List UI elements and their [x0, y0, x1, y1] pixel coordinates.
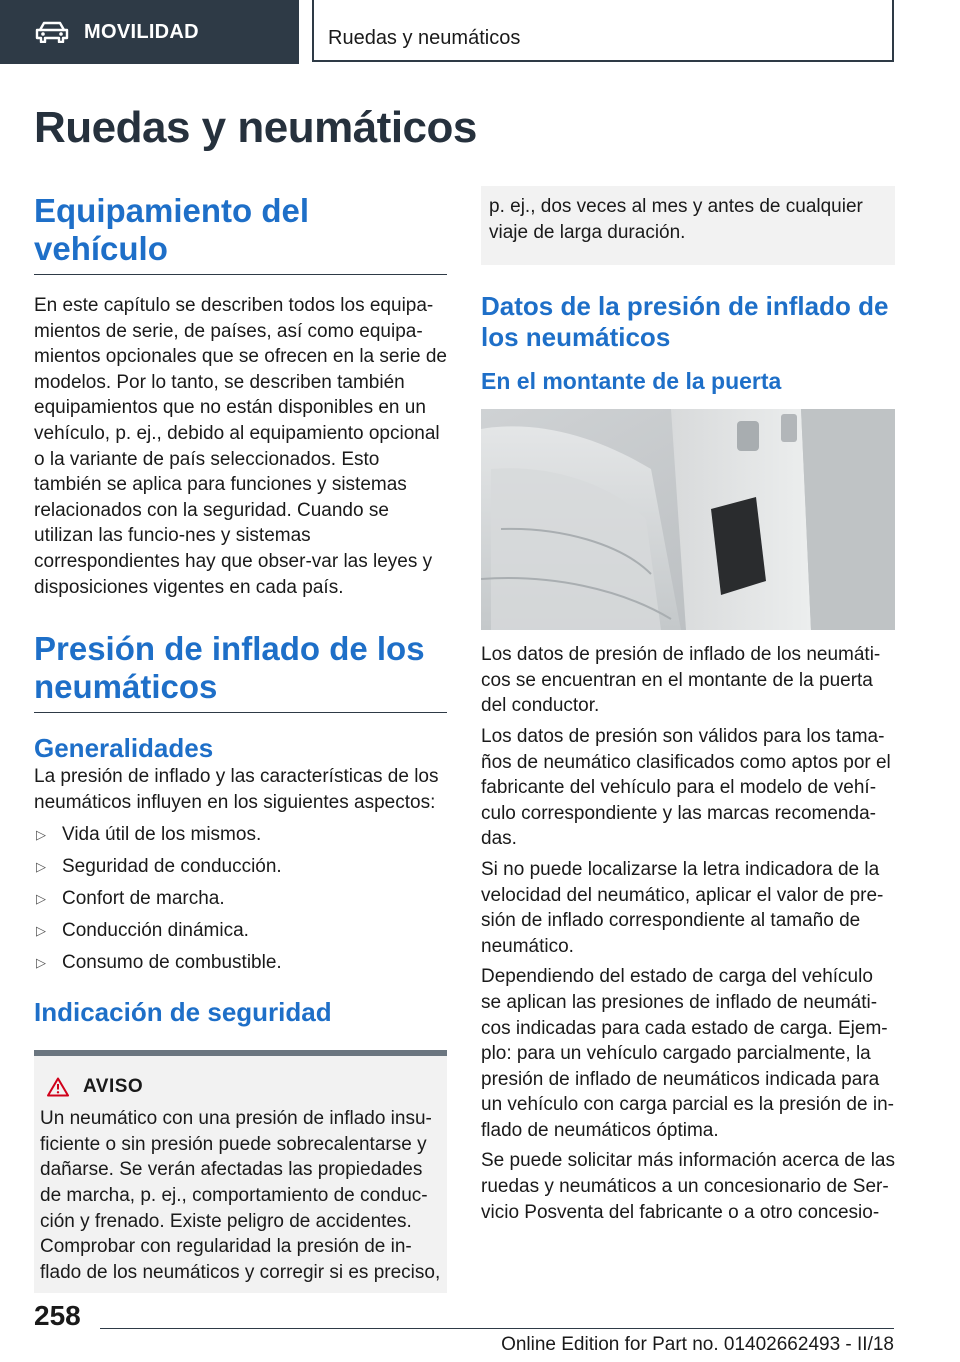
datos-paragraph-5: Se puede solicitar más información acerca de las ruedas y neumáticos a un concesionario de Ser-vicio Posventa del fabricante o a otro concesio-	[481, 1150, 895, 1223]
presion-heading-block	[34, 630, 447, 713]
montante-heading: En el montante de la puerta	[481, 368, 782, 395]
seguridad-heading: Indicación de seguridad	[34, 997, 332, 1028]
datos-heading: Datos de la presión de inflado de los neumáticos	[481, 291, 889, 353]
edition-note: Online Edition for Part no. 01402662493 - II/18	[501, 1334, 894, 1355]
datos-paragraph-2: Los datos de presión son válidos para los tama-ños de neumático clasificados como aptos por el fabricante del vehículo para el modelo de vehí-culo correspondiente y las marcas recomenda-das.	[481, 725, 891, 850]
list-item: ▷ Conducción dinámica.	[34, 918, 447, 944]
warning-continued-text: p. ej., dos veces al mes y antes de cualquier viaje de larga duración.	[489, 196, 863, 243]
page-title: Ruedas y neumáticos	[34, 103, 477, 152]
footer-divider	[100, 1328, 894, 1329]
list-item: ▷ Confort de marcha.	[34, 886, 447, 912]
aspects-list	[34, 822, 447, 976]
breadcrumb	[312, 0, 894, 62]
warning-header	[40, 1076, 441, 1098]
datos-paragraph-4: Dependiendo del estado de carga del vehículo se aplican las presiones de inflado de neumáti-cos indicadas para cada estado de carga. Ejem-plo: para un vehículo cargado parcialmente, la presión de inflado de neumáticos indicada para un vehículo con carga parcial es la presión de in-flado de neumáticos óptima.	[481, 966, 894, 1141]
warning-title: AVISO	[83, 1076, 144, 1098]
breadcrumb-label: Ruedas y neumáticos	[328, 27, 521, 49]
datos-paragraph-3: Si no puede localizarse la letra indicadora de la velocidad del neumático, aplicar el valor de pre-sión de inflado correspondiente al tamaño de neumático.	[481, 858, 884, 957]
warning-box-continued	[481, 186, 895, 265]
presion-heading: Presión de inflado de los neumáticos	[34, 630, 425, 706]
page-number: 258	[34, 1300, 81, 1331]
warning-box	[34, 1050, 447, 1293]
door-pillar-photo	[481, 409, 895, 630]
warning-text: Un neumático con una presión de inflado insu-ficiente o sin presión puede sobrecalentarse y dañarse. Se verán afectadas las propiedades de marcha, p. ej., comportamiento de conduc-ción y frenado. Existe peligro de accidentes. Comprobar con regularidad la presión de in-flado de los neumáticos y corregir si es preciso,	[40, 1108, 441, 1283]
generalidades-heading: Generalidades	[34, 733, 214, 764]
left-column	[34, 192, 447, 1293]
generalidades-paragraph: La presión de inflado y las características de los neumáticos influyen en los siguientes aspectos:	[34, 766, 439, 813]
datos-paragraph-1: Los datos de presión de inflado de los neumáti-cos se encuentran en el montante de la puerta del conductor.	[481, 644, 881, 717]
section-label: MOVILIDAD	[84, 20, 199, 43]
equipamiento-heading: Equipamiento del vehículo	[34, 192, 310, 267]
car-icon	[34, 21, 70, 43]
list-item: ▷ Consumo de combustible.	[34, 950, 447, 976]
warning-triangle-icon	[47, 1077, 69, 1097]
equipamiento-heading-block	[34, 192, 447, 275]
list-item: ▷ Seguridad de conducción.	[34, 854, 447, 880]
section-tab	[0, 0, 299, 64]
equipamiento-paragraph: En este capítulo se describen todos los equipa-mientos de serie, de países, así como equipa-mientos opcionales que se ofrecen en la serie de modelos. Por lo tanto, se describen también equipamientos que no están disponibles en un vehículo, p. ej., debido al equipamiento opcional o la variante de país seleccionados. Esto también se aplica para funciones y sistemas relacionados con la seguridad. Cuando se utilizan las funcio-nes y sistemas correspondientes hay que obser-var las leyes y disposiciones vigentes en cada país.	[34, 295, 447, 598]
right-column	[481, 186, 895, 1225]
list-item: ▷ Vida útil de los mismos.	[34, 822, 447, 848]
